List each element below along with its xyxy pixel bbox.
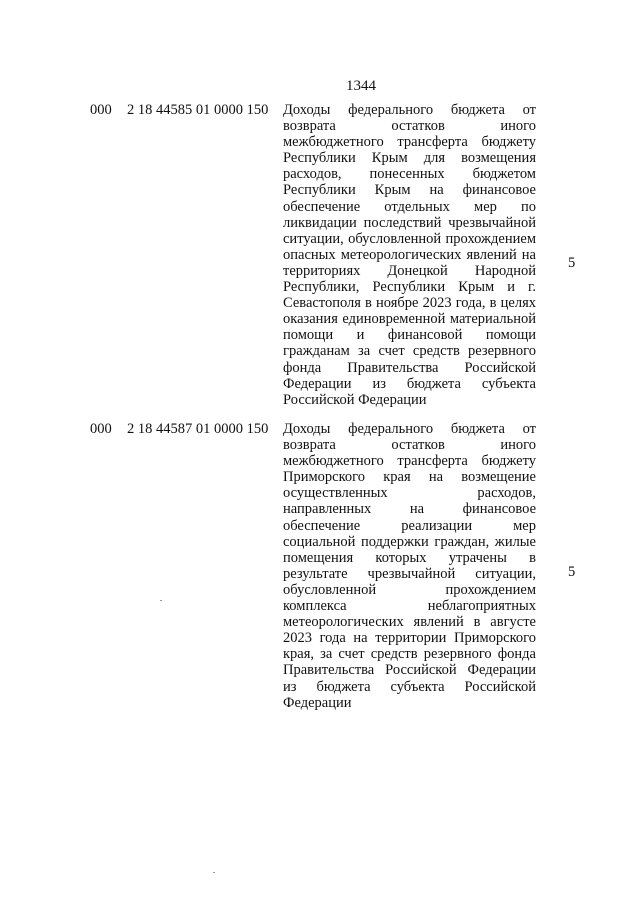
income-description: Доходы федерального бюджета от возврата остатков иного межбюджетного трансферта бюджету Республики Крым для возмещения расходов, понесенных бюджетом Республики Крым на финансовое обеспечение отдельных мер по ликвидации последствий чрезвычайной ситуации, обусловленной прохождением опасных метеорологических явлений на территориях Донецкой Народной Республики, Республики Крым и г. Севастополя в ноябре 2023 года, в целях оказания единовременной материальной помощи и финансовой помощи гражданам за счет средств резервного фонда Правительства Российской Федерации из бюджета субъекта Российской Федерации [283, 102, 536, 408]
scan-speck [160, 600, 162, 601]
norm-value: 5 [568, 564, 576, 580]
budget-classification-code: 2 18 44587 01 0000 150 [127, 421, 269, 437]
admin-code: 000 [90, 102, 112, 118]
admin-code: 000 [90, 421, 112, 437]
norm-value: 5 [568, 255, 576, 271]
income-description: Доходы федерального бюджета от возврата остатков иного межбюджетного трансферта бюджету Приморского края на возмещение осуществленных расходов, направленных на финансовое обеспечение реализации мер социальной поддержки граждан, жилые помещения которых утрачены в результате чрезвычайной ситуации, обусловленной прохождением комплекса неблагоприятных метеорологических явлений в августе 2023 года на территории Приморского края, за счет средств резервного фонда Правительства Российской Федерации из бюджета субъекта Российской Федерации [283, 421, 536, 711]
page-number: 1344 [346, 78, 376, 94]
scan-speck [213, 872, 215, 873]
budget-classification-code: 2 18 44585 01 0000 150 [127, 102, 269, 118]
